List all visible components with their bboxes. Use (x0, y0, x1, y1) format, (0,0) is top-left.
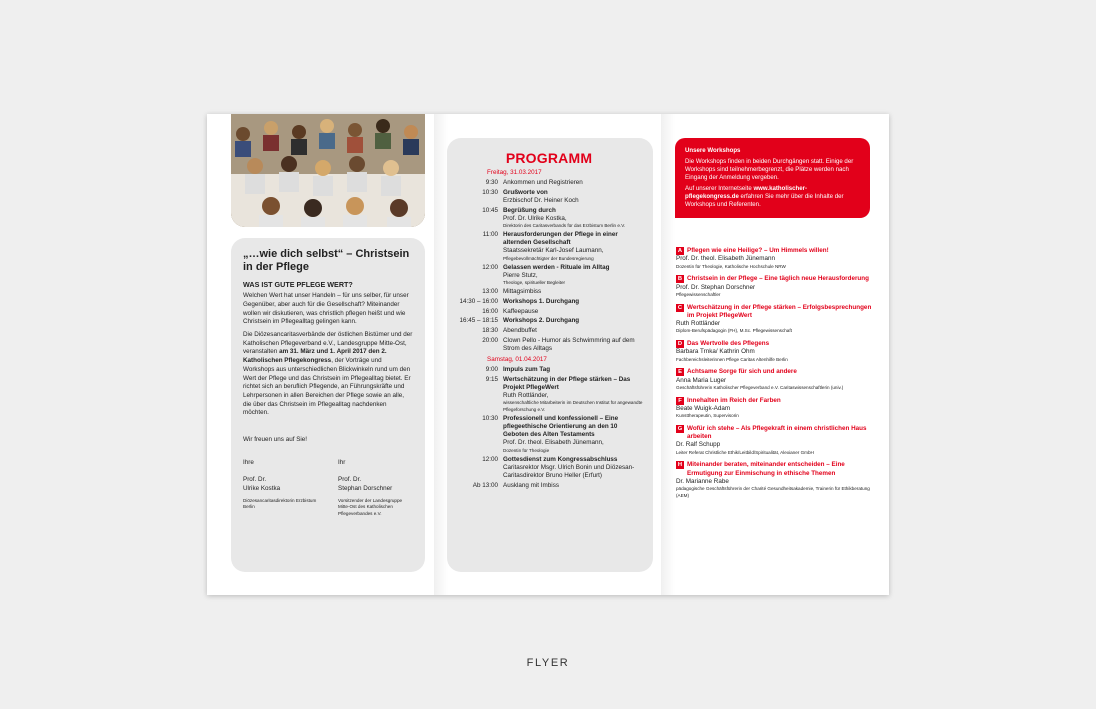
workshop-speaker: Dr. Marianne Rabe (676, 477, 729, 485)
workshop-title-row (676, 247, 876, 255)
program-item (455, 376, 643, 414)
workshop-letter: H (677, 462, 683, 469)
workshop-speaker: Prof. Dr. theol. Elisabeth Jünemann (676, 255, 776, 263)
workshop-speaker-role: pädagogische Geschäftsführerin der Charité Gesundheitsakademie, Trainerin für Ethikberatung (AEM) (676, 486, 870, 498)
program-time: 16:45 – 18:15 (459, 317, 498, 325)
flyer-sheet (207, 114, 889, 595)
program-item (455, 366, 643, 374)
program-time: 13:00 (482, 288, 498, 296)
program-details (503, 337, 643, 353)
workshop-letter: C (677, 304, 683, 311)
program-item (455, 207, 643, 230)
workshop-letter: D (677, 341, 683, 348)
program-title: Grußworte von (503, 188, 548, 196)
program-time: 10:30 (482, 414, 498, 422)
program-text: Ruth Rottländer, (503, 391, 549, 399)
program-details (503, 264, 643, 287)
workshop-item (676, 304, 876, 336)
program-text: Pierre Stutz, (503, 271, 538, 279)
program-details (503, 415, 643, 454)
program-details (503, 179, 643, 187)
workshop-title: Innehalten im Reich der Farben (687, 396, 781, 404)
intro-paragraph: Welchen Wert hat unser Handeln – für uns selber, für unser Gegenüber, aber auch für die Gesellschaft? Miteinander wollen wir diskutieren, was christlich pflegen heißt und wie Christsein im Pflegealltag gelingen kann. (243, 292, 409, 326)
workshop-title: Wertschätzung in der Pflege stärken – Erfolgsbesprechungen im Projekt PflegeWert (687, 303, 872, 319)
program-item (455, 189, 643, 205)
workshop-speaker: Prof. Dr. Stephan Dorschner (676, 283, 756, 291)
program-item (455, 456, 643, 481)
caption: FLYER (526, 657, 570, 669)
program-item (455, 308, 643, 316)
program-small: Dozentin für Theologie (503, 447, 550, 453)
program-item (455, 264, 643, 287)
program-text: Erzbischof Dr. Heiner Koch (503, 196, 579, 204)
workshop-speaker-role: Geschäftsführerin Katholischer Pflegeverband e.V. Caritaswissenschaftlerin (univ.) (676, 384, 844, 390)
program-text: Staatssekretär Karl-Josef Laumann, (503, 247, 604, 255)
workshop-title: Christsein in der Pflege – Eine täglich neue Herausforderung (687, 275, 869, 283)
program-time: 12:00 (482, 263, 498, 271)
program-title: PROGRAMM (505, 150, 593, 166)
program-details (503, 288, 643, 296)
workshop-title-row (676, 425, 876, 442)
program-time: 10:30 (482, 188, 498, 196)
program-date: Samstag, 01.04.2017 (487, 355, 547, 363)
workshop-item (676, 461, 876, 499)
intro-title: „…wie dich selbst“ – Christsein in der Pflege (243, 248, 410, 274)
program-time: 9:00 (485, 365, 498, 373)
program-small: wissenschaftliche Mitarbeiterin im Deutschen Institut für angewandte Pflegeforschung e.V. (503, 400, 643, 412)
workshop-letter: E (676, 368, 684, 376)
program-time: 14:30 – 16:00 (459, 297, 498, 305)
workshop-letter: F (676, 397, 684, 405)
program-panel (447, 138, 653, 572)
program-text: Kaffeepause (503, 307, 539, 315)
workshop-list (676, 247, 876, 505)
program-time: 20:00 (482, 336, 498, 344)
workshops-info: Die Workshops finden in beiden Durchgängen statt. Einige der Workshops sind teilnehmerbegrenzt, die Plätze werden nach Eingang der Anmeldung vergeben. (685, 158, 854, 182)
workshop-title: Achtsame Sorge für sich und andere (687, 368, 797, 376)
program-item (455, 231, 643, 262)
program-details (503, 317, 643, 325)
workshop-speaker-role: Dozentin für Theologie, Katholische Hochschule NRW (676, 263, 786, 269)
signatures (243, 459, 413, 517)
program-details (503, 327, 643, 335)
workshop-speaker: Anna Maria Luger (676, 376, 727, 384)
program-item (455, 288, 643, 296)
program-time: 16:00 (482, 307, 498, 315)
workshops-info: Auf unserer Internetseite www.katholischer-pflegekongress.de erfahren Sie mehr über die Inhalte der Workshops und Referenten. (685, 185, 844, 209)
program-item (455, 179, 643, 187)
program-time: 9:15 (485, 375, 498, 383)
program-title: Professionell und konfessionell – Eine pflegeethische Orientierung an den 10 Geboten des Alten Testaments (503, 414, 619, 439)
program-title: Herausforderungen der Pflege in einer alternden Gesellschaft (503, 231, 618, 247)
program-text: Ausklang mit Imbiss (503, 481, 559, 489)
intro-panel (231, 238, 425, 572)
workshop-speaker: Barbara Trnka/ Kathrin Ohm (676, 348, 755, 356)
program-time: Ab 13:00 (472, 481, 498, 489)
workshop-title: Pflegen wie eine Heilige? – Um Himmels willen! (687, 247, 829, 254)
program-details (503, 456, 643, 481)
program-title: Gottesdienst zum Kongressabschluss (503, 455, 618, 463)
program-small: Theologe, spiritueller Begleiter (503, 280, 566, 286)
fold-line (661, 114, 675, 595)
workshop-speaker-role: Fachbereichsleiterinnen Pflege Caritas Altenhilfe Berlin (676, 356, 788, 362)
program-title: Gelassen werden - Rituale im Alltag (503, 263, 610, 271)
workshop-item (676, 275, 876, 298)
workshops-info-box (675, 138, 870, 218)
program-details (503, 376, 643, 414)
program-time: 10:45 (482, 206, 498, 214)
program-item (455, 337, 643, 353)
workshop-item (676, 397, 876, 420)
program-details (503, 189, 643, 205)
greeting: Wir freuen uns auf Sie! (243, 435, 308, 443)
workshop-letter: B (677, 276, 683, 283)
workshop-title: Miteinander beraten, miteinander entscheiden – Eine Ermutigung zur Einmischung in ethische Themen (687, 461, 845, 477)
intro-subheading: WAS IST GUTE PFLEGE WERT? (243, 280, 353, 290)
workshop-item (676, 368, 876, 391)
program-schedule (455, 169, 643, 490)
program-text: Abendbuffet (503, 326, 537, 334)
workshop-title-row (676, 275, 876, 283)
program-date: Freitag, 31.03.2017 (487, 169, 542, 176)
workshop-title-row (676, 368, 876, 376)
workshop-title: Wofür ich stehe – Als Pflegekraft in einem christlichen Haus arbeiten (687, 424, 867, 441)
program-text: Clown Pello - Humor als Schwimmring auf dem Strom des Alltags (503, 336, 635, 352)
program-text: Caritasrektor Msgr. Ulrich Bonin und Diözesan-Caritasdirektor Bruno Heller (Erfurt) (503, 463, 635, 480)
workshop-speaker-role: Pflegewissenschaftler (676, 291, 721, 297)
intro-paragraph: Die Diözesancaritasverbände der östlichen Bistümer und der Katholischen Pflegeverband e.V., Landesgruppe Mitte-Ost, veranstalten am 31. März und 1. April 2017 den 2. Katholischen Pflegekongress, der Vorträge und Workshops aus unterschiedlichen Blickwinkeln rund um den Wert der Pflege und das Christsein im Pflegealltag bietet. Er richtet sich an beruflich Pflegende, an Führungskräfte und Lehrpersonen in allen Bereichen der Pflege sowie an alle, die über das Christsein im Pflegealltag nachdenken möchten. (243, 331, 413, 417)
program-details (503, 298, 643, 306)
workshop-item (676, 425, 876, 457)
workshop-speaker-role: Diplom-Berufspädagogin (FH), M.Sc. Pflegewissenschaft (676, 328, 792, 334)
program-small: Direktorin des Caritasverbands für das Erzbistum Berlin e.V. (503, 222, 626, 228)
program-details (503, 207, 643, 230)
program-title: Wertschätzung in der Pflege stärken – Das Projekt PflegeWert (503, 375, 631, 391)
fold-line (434, 114, 448, 595)
program-details (503, 231, 643, 262)
website-link[interactable]: www.katholischer-pflegekongress.de (685, 185, 808, 201)
workshop-letter: A (677, 248, 683, 254)
program-item (455, 298, 643, 306)
program-item (455, 415, 643, 454)
workshop-speaker: Dr. Ralf Schupp (676, 441, 721, 449)
workshop-item (676, 340, 876, 363)
workshop-title-row (676, 397, 876, 405)
program-title: Workshops 2. Durchgang (503, 317, 580, 325)
program-text: Ankommen und Registrieren (503, 179, 583, 186)
workshop-title-row (676, 340, 876, 348)
workshop-speaker-role: Leiter Referat Christliche Ethik/Leitbild/Spiritualität, Alexianer GmbH (676, 449, 814, 455)
signature: Ihre Prof. Dr. Ulrike Kostka Diözesancaritasdirektorin Erzbistum Berlin (243, 458, 317, 510)
program-time: 12:00 (482, 455, 498, 463)
program-details (503, 482, 643, 490)
program-small: Pflegebevollmächtigter der Bundesregierung (503, 255, 594, 261)
program-time: 18:30 (482, 326, 498, 334)
program-time: 11:00 (482, 231, 498, 239)
workshop-title: Das Wertvolle des Pflegens (687, 340, 770, 348)
program-text: Prof. Dr. theol. Elisabeth Jünemann, (503, 439, 604, 447)
workshop-speaker: Beate Wuigk-Adam (676, 404, 731, 412)
program-details (503, 366, 643, 374)
signature: Ihr Prof. Dr. Stephan Dorschner Vorsitzender der Landesgruppe Mitte-Ost des Katholischen Pflegeverbandes e.V. (338, 458, 403, 516)
workshops-heading: Unsere Workshops (685, 147, 741, 154)
program-text: Prof. Dr. Ulrike Kostka, (503, 214, 567, 222)
program-item (455, 482, 643, 490)
program-text: Mittagsimbiss (503, 288, 542, 296)
program-title: Workshops 1. Durchgang (503, 297, 580, 305)
program-item (455, 317, 643, 325)
program-title: Impuls zum Tag (503, 365, 551, 373)
program-title: Begrüßung durch (503, 206, 556, 214)
workshop-speaker: Ruth Rottländer (676, 320, 721, 328)
workshop-item (676, 247, 876, 270)
workshop-title-row (676, 461, 876, 478)
workshop-speaker-role: Kunsttherapeutin, Supervisorin (676, 413, 739, 419)
audience-photo (231, 114, 425, 227)
workshop-title-row (676, 304, 876, 321)
program-time: 9:30 (485, 179, 498, 186)
workshop-letter: G (677, 425, 683, 432)
program-details (503, 308, 643, 316)
program-item (455, 327, 643, 335)
